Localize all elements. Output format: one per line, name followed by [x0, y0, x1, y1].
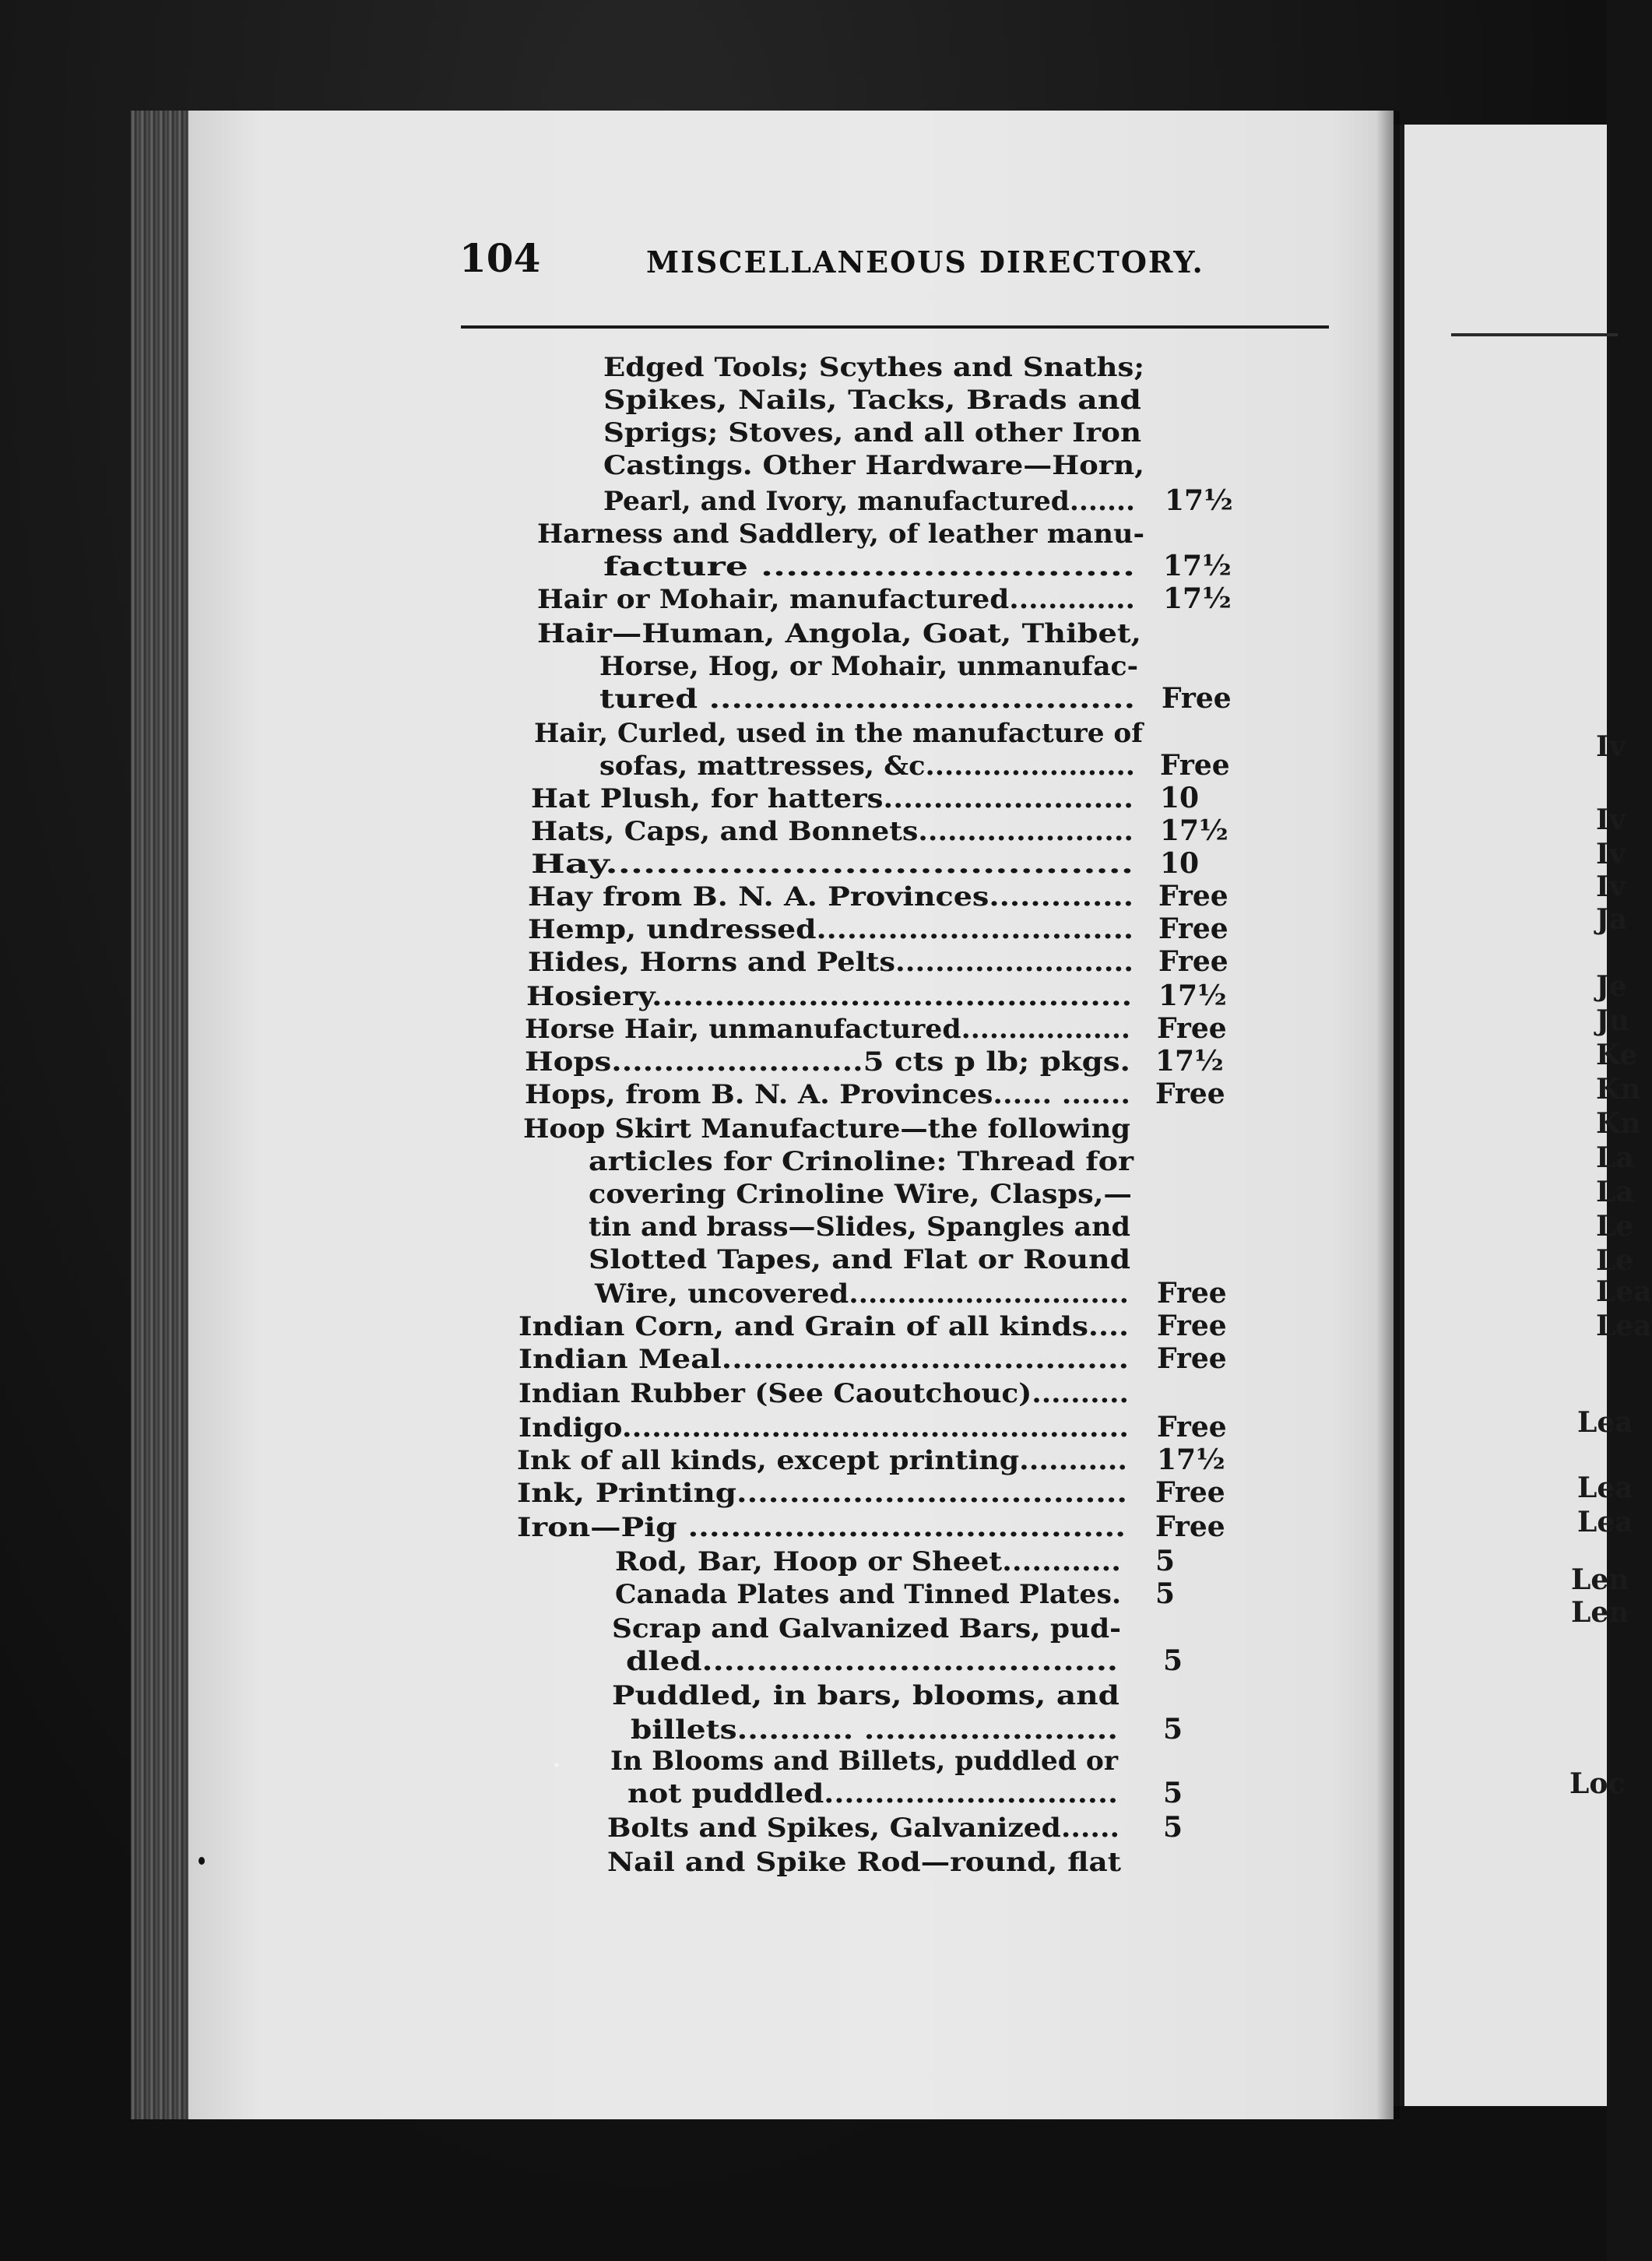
list-item — [523, 1113, 1130, 1145]
duty-rate: Free — [1158, 880, 1228, 912]
entry-text: not puddled............................. — [627, 1778, 1118, 1809]
facing-page-fragment: Len — [1571, 1563, 1629, 1596]
list-item — [615, 1579, 1121, 1610]
facing-page-fragment: Je — [1596, 970, 1627, 1003]
duty-rate: Free — [1160, 749, 1230, 782]
list-item — [518, 1311, 1129, 1342]
duty-rate: Free — [1155, 1476, 1225, 1509]
list-item — [517, 1445, 1127, 1476]
entry-text: Horse, Hog, or Mohair, unmanufac- — [599, 651, 1138, 682]
duty-rate: Free — [1162, 682, 1232, 715]
list-item — [589, 1179, 1132, 1210]
list-item — [607, 1813, 1119, 1844]
entry-text: Hides, Horns and Pelts........................ — [528, 947, 1134, 978]
facing-page-fragment: Lea — [1577, 1472, 1633, 1504]
entry-text: Hosiery.............................................. — [526, 981, 1132, 1012]
entry-text: articles for Crinoline: Thread for — [589, 1146, 1134, 1177]
list-item — [603, 385, 1141, 416]
entry-text: Hay.......................................... — [531, 849, 1134, 880]
list-item — [599, 751, 1135, 782]
entry-text: billets........... ........................ — [631, 1714, 1118, 1746]
list-item — [517, 1478, 1127, 1509]
entry-text: Hair, Curled, used in the manufacture of — [534, 718, 1143, 749]
entry-text: Ink of all kinds, except printing........... — [517, 1445, 1127, 1476]
entry-text: Sprigs; Stoves, and all other Iron — [603, 417, 1141, 448]
list-item — [612, 1680, 1119, 1711]
facing-page-fragment: Loc — [1569, 1767, 1626, 1800]
duty-rate: Free — [1157, 1012, 1227, 1045]
list-item — [537, 519, 1144, 550]
list-item — [589, 1146, 1134, 1177]
list-item — [615, 1546, 1121, 1577]
list-item — [603, 417, 1141, 448]
list-item — [528, 947, 1134, 978]
entry-text: Pearl, and Ivory, manufactured....... — [603, 486, 1135, 517]
facing-page-fragment: La — [1596, 1176, 1634, 1208]
entry-text: Puddled, in bars, blooms, and — [612, 1680, 1119, 1711]
list-item — [534, 718, 1143, 749]
list-item — [607, 1847, 1121, 1878]
entry-text: Hats, Caps, and Bonnets...................... — [531, 816, 1134, 847]
list-item — [528, 914, 1134, 945]
list-item — [626, 1646, 1118, 1677]
entry-text: Nail and Spike Rod—round, flat — [607, 1847, 1121, 1878]
list-item — [610, 1746, 1118, 1777]
list-item — [518, 1344, 1129, 1375]
entry-text: covering Crinoline Wire, Clasps,— — [589, 1179, 1132, 1210]
list-item — [526, 981, 1132, 1012]
entry-text: Rod, Bar, Hoop or Sheet............ — [615, 1546, 1121, 1577]
list-item — [603, 450, 1144, 481]
list-item — [589, 1244, 1130, 1275]
entry-text: Indian Meal....................................... — [518, 1344, 1129, 1375]
entry-text: facture .............................. — [603, 551, 1135, 582]
duty-rate: 17½ — [1165, 484, 1233, 517]
entry-text: In Blooms and Billets, puddled or — [610, 1746, 1118, 1777]
duty-rate: 17½ — [1157, 1443, 1225, 1476]
facing-page-fragment: Kn — [1596, 1073, 1641, 1106]
facing-page-fragment: Iv — [1596, 870, 1626, 903]
duty-rate: 5 — [1155, 1545, 1176, 1577]
list-item — [531, 816, 1134, 847]
entry-text: Ink, Printing..................................... — [517, 1478, 1127, 1509]
facing-page-fragment: Le — [1596, 1244, 1634, 1277]
facing-page-fragment: Kn — [1596, 1107, 1641, 1140]
entry-text: Bolts and Spikes, Galvanized...... — [607, 1813, 1119, 1844]
entry-text: Hops........................5 cts p lb; pkgs. — [525, 1046, 1130, 1078]
facing-page-fragment: Lea — [1596, 1275, 1652, 1308]
entry-text: Horse Hair, unmanufactured.................. — [525, 1014, 1130, 1045]
entry-text: Hops, from B. N. A. Provinces...... ....... — [525, 1079, 1130, 1110]
facing-page-fragment: La — [1596, 1141, 1634, 1174]
list-item — [589, 1211, 1130, 1243]
page-header — [459, 235, 1327, 297]
print-speck — [199, 1857, 205, 1865]
entry-text: Hair—Human, Angola, Goat, Thibet, — [537, 618, 1141, 649]
list-item — [518, 1412, 1129, 1443]
entry-text: Indigo................................................... — [518, 1412, 1129, 1443]
duty-rate: Free — [1157, 1310, 1227, 1342]
entry-text: Hemp, undressed............................... — [528, 914, 1134, 945]
duty-rate: Free — [1155, 1078, 1225, 1110]
list-item — [525, 1046, 1130, 1078]
list-item — [599, 684, 1135, 715]
entry-text: Slotted Tapes, and Flat or Round — [589, 1244, 1130, 1275]
facing-page-fragment: Ju — [1596, 1004, 1630, 1037]
entry-text: Wire, uncovered............................. — [595, 1278, 1129, 1310]
facing-page-fragment: Lea — [1596, 1310, 1652, 1342]
entry-text: Iron—Pig ......................................... — [517, 1512, 1126, 1543]
facing-page-fragment: Iv — [1596, 730, 1626, 763]
spine-shadow — [1376, 111, 1400, 2119]
entry-text: Scrap and Galvanized Bars, pud- — [612, 1613, 1121, 1644]
duty-rate: Free — [1158, 912, 1228, 945]
header-rule — [461, 325, 1329, 329]
page-number: 104 — [459, 235, 541, 281]
duty-rate: Free — [1157, 1342, 1227, 1375]
facing-page-rule — [1451, 333, 1618, 336]
facing-page-fragment: Lea — [1577, 1506, 1633, 1538]
facing-page — [1394, 125, 1652, 2106]
entry-text: Edged Tools; Scythes and Snaths; — [603, 352, 1144, 383]
entry-text: Castings. Other Hardware—Horn, — [603, 450, 1144, 481]
running-head: MISCELLANEOUS DIRECTORY. — [646, 244, 1204, 280]
duty-rate: 5 — [1163, 1713, 1183, 1746]
list-item — [531, 783, 1134, 814]
duty-rate: 17½ — [1160, 814, 1228, 847]
duty-rate: 17½ — [1155, 1045, 1224, 1078]
entry-text: tured ...................................... — [599, 684, 1135, 715]
entry-text: Hoop Skirt Manufacture—the following — [523, 1113, 1130, 1145]
list-item — [612, 1613, 1121, 1644]
entry-text: Canada Plates and Tinned Plates. — [615, 1579, 1121, 1610]
duty-rate: 17½ — [1163, 582, 1232, 615]
list-item — [627, 1778, 1118, 1809]
list-item — [537, 618, 1141, 649]
duty-rate: 10 — [1160, 782, 1200, 814]
facing-page-fragment: Ke — [1596, 1039, 1638, 1071]
duty-rate: 5 — [1163, 1777, 1183, 1809]
duty-rate: 5 — [1163, 1811, 1183, 1844]
duty-rate: 17½ — [1163, 550, 1232, 582]
duty-rate: 17½ — [1158, 979, 1227, 1012]
entry-text: Harness and Saddlery, of leather manu- — [537, 519, 1144, 550]
list-item — [537, 584, 1135, 615]
entry-text: Hair or Mohair, manufactured............. — [537, 584, 1135, 615]
list-item — [528, 881, 1134, 912]
duty-rate: Free — [1157, 1411, 1227, 1443]
entry-text: sofas, mattresses, &c...................... — [599, 751, 1135, 782]
list-item — [603, 486, 1135, 517]
entry-text: Indian Rubber (See Caoutchouc).......... — [518, 1378, 1129, 1409]
list-item — [599, 651, 1138, 682]
facing-page-fragment: Lea — [1577, 1406, 1633, 1439]
entry-text: Hat Plush, for hatters......................... — [531, 783, 1134, 814]
print-speck — [554, 1763, 559, 1767]
list-item — [525, 1014, 1130, 1045]
entry-text: Indian Corn, and Grain of all kinds.... — [518, 1311, 1129, 1342]
duty-rate: Free — [1155, 1510, 1225, 1543]
entry-text: dled...................................... — [626, 1646, 1118, 1677]
duty-rate: 10 — [1160, 847, 1200, 880]
facing-page-fragment: Le — [1596, 1210, 1634, 1243]
list-item — [531, 849, 1134, 880]
facing-page-fragment: Len — [1571, 1596, 1629, 1629]
list-item — [631, 1714, 1118, 1746]
list-item — [603, 551, 1135, 582]
facing-page-fragment: Ja — [1596, 903, 1628, 936]
duty-rate: Free — [1158, 945, 1228, 978]
entry-text: tin and brass—Slides, Spangles and — [589, 1211, 1130, 1243]
list-item — [518, 1378, 1129, 1409]
facing-page-fragment: Iv — [1596, 803, 1626, 836]
entry-text: Spikes, Nails, Tacks, Brads and — [603, 385, 1141, 416]
facing-page-fragment: Iv — [1596, 838, 1626, 870]
list-item — [595, 1278, 1129, 1310]
list-item — [525, 1079, 1130, 1110]
list-item — [517, 1512, 1126, 1543]
duty-rate: 5 — [1155, 1577, 1176, 1610]
entry-text: Hay from B. N. A. Provinces.............. — [528, 881, 1134, 912]
page-edges — [131, 111, 195, 2119]
duty-rate: 5 — [1163, 1644, 1183, 1677]
duty-rate: Free — [1157, 1277, 1227, 1310]
list-item — [603, 352, 1144, 383]
